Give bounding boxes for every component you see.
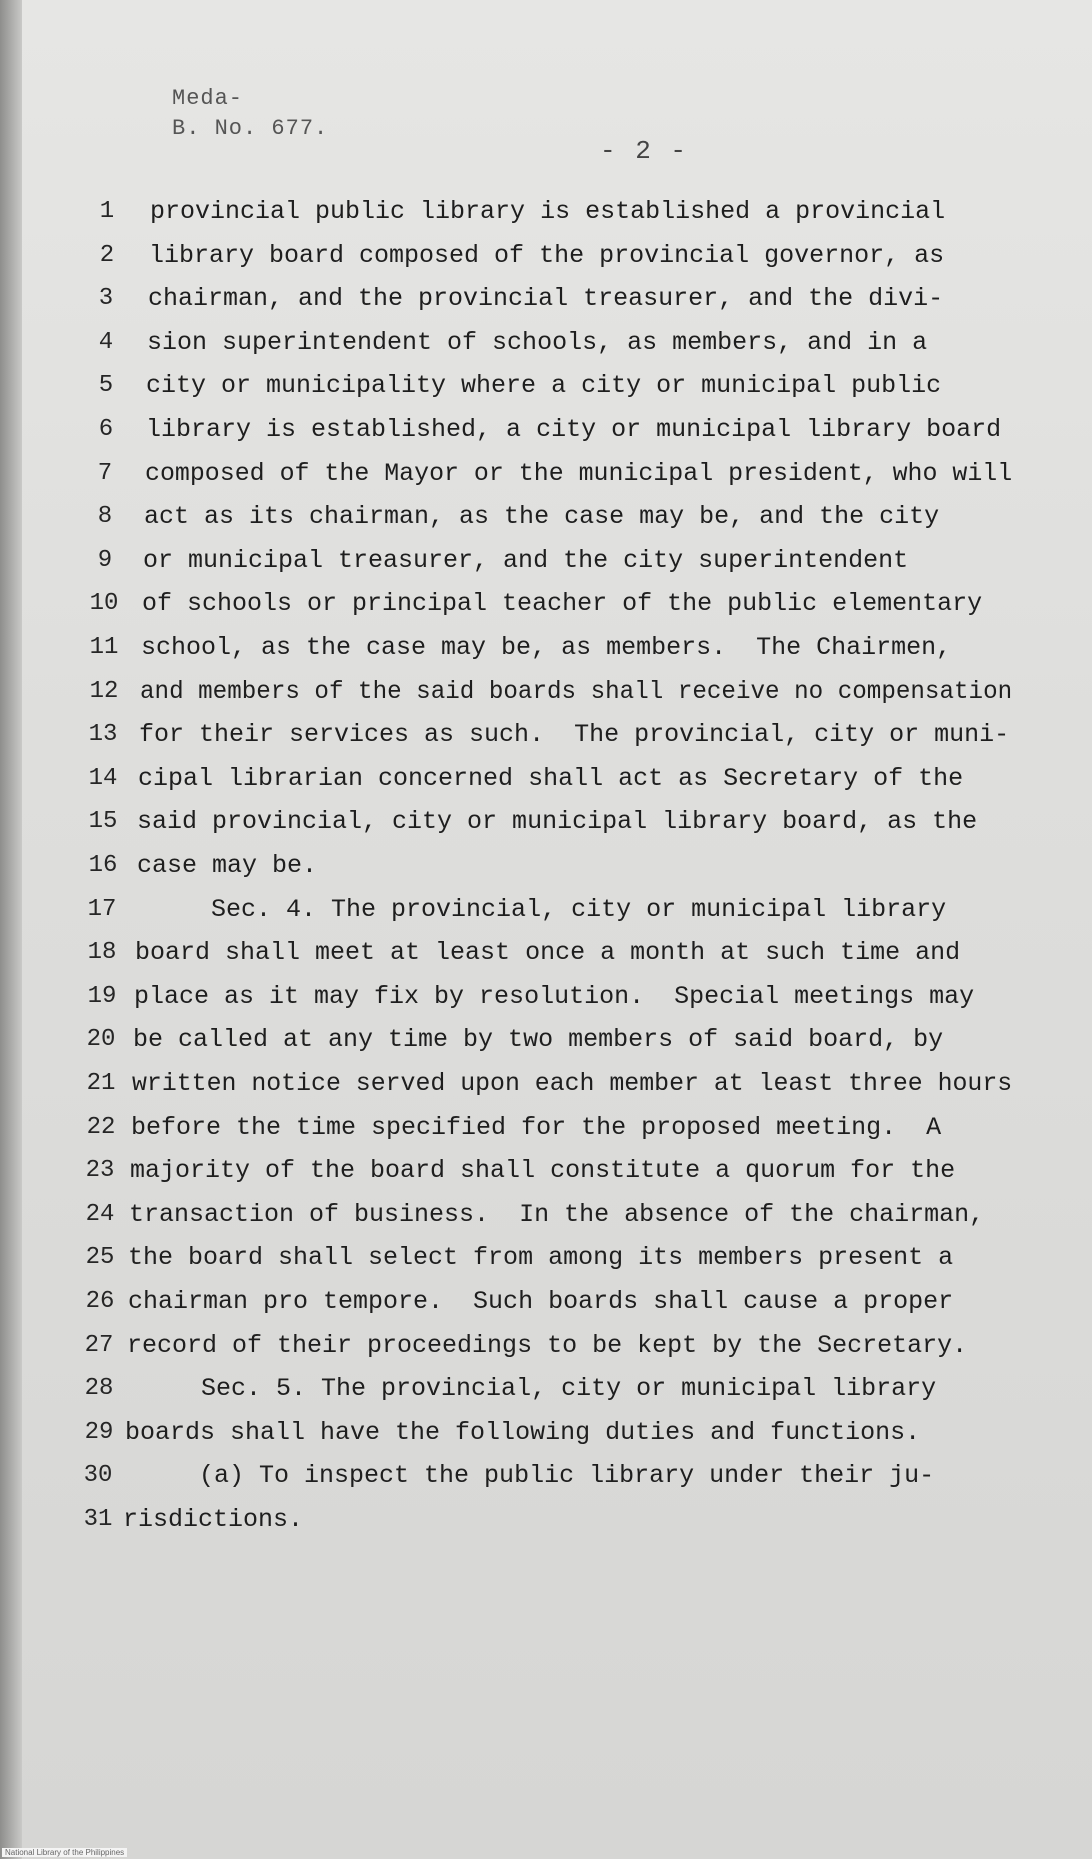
document-line bbox=[0, 759, 1092, 799]
document-line bbox=[0, 1500, 1092, 1540]
line-text: of schools or principal teacher of the public elementary bbox=[142, 589, 983, 619]
document-line bbox=[0, 1369, 1092, 1409]
line-number: 11 bbox=[89, 634, 119, 661]
document-line bbox=[0, 541, 1092, 581]
document-line bbox=[0, 584, 1092, 624]
document-line bbox=[0, 366, 1092, 406]
line-number: 7 bbox=[97, 459, 113, 487]
line-text: sion superintendent of schools, as members, and in a bbox=[147, 327, 928, 357]
line-number: 12 bbox=[89, 677, 119, 705]
line-number: 29 bbox=[84, 1418, 114, 1446]
header-bill-number: B. No. 677. bbox=[172, 116, 329, 141]
line-text: library is established, a city or municipal library board bbox=[146, 415, 1002, 444]
line-number: 15 bbox=[88, 808, 118, 836]
line-number: 28 bbox=[84, 1375, 114, 1403]
document-line bbox=[0, 1282, 1092, 1322]
document-line bbox=[0, 1238, 1092, 1278]
line-text: (a) To inspect the public library under their ju- bbox=[124, 1461, 935, 1491]
line-text: case may be. bbox=[137, 851, 318, 880]
line-number: 31 bbox=[83, 1506, 113, 1533]
line-number: 5 bbox=[98, 372, 114, 400]
document-line bbox=[0, 1108, 1092, 1148]
line-number: 8 bbox=[97, 503, 113, 531]
document-line bbox=[0, 933, 1092, 973]
line-text: transaction of business. In the absence of the chairman, bbox=[129, 1199, 985, 1229]
line-number: 26 bbox=[85, 1288, 115, 1315]
line-text: chairman, and the provincial treasurer, and the divi- bbox=[148, 284, 944, 314]
document-line bbox=[0, 1020, 1092, 1060]
line-text: act as its chairman, as the case may be, and the city bbox=[144, 502, 940, 532]
document-line bbox=[0, 410, 1092, 450]
document-line bbox=[0, 1413, 1092, 1453]
line-number: 6 bbox=[98, 416, 114, 443]
document-line bbox=[0, 715, 1092, 755]
line-number: 21 bbox=[86, 1070, 116, 1097]
line-text: boards shall have the following duties and functions. bbox=[125, 1417, 921, 1447]
line-text: Sec. 4. The provincial, city or municipal library bbox=[136, 894, 947, 924]
line-text: said provincial, city or municipal library board, as the bbox=[137, 807, 978, 837]
line-text: majority of the board shall constitute a quorum for the bbox=[130, 1156, 956, 1186]
line-number: 14 bbox=[88, 764, 118, 792]
line-number: 30 bbox=[83, 1462, 113, 1490]
line-number: 9 bbox=[97, 546, 113, 574]
line-text: cipal librarian concerned shall act as Secretary of the bbox=[138, 763, 964, 793]
line-number: 23 bbox=[85, 1157, 115, 1185]
archive-footer: National Library of the Philippines bbox=[2, 1848, 127, 1857]
document-line bbox=[0, 802, 1092, 842]
document-line bbox=[0, 192, 1092, 232]
line-number: 17 bbox=[87, 895, 117, 923]
document-line bbox=[0, 890, 1092, 930]
line-number: 1 bbox=[99, 198, 115, 225]
line-number: 16 bbox=[88, 852, 118, 879]
bill-header bbox=[172, 84, 328, 144]
line-text: for their services as such. The provincial, city or muni- bbox=[139, 720, 1010, 750]
line-text: city or municipality where a city or municipal public bbox=[146, 371, 942, 401]
line-text: composed of the Mayor or the municipal president, who will bbox=[145, 458, 1013, 488]
document-line bbox=[0, 1326, 1092, 1366]
line-text: be called at any time by two members of said board, by bbox=[133, 1025, 944, 1055]
line-number: 20 bbox=[86, 1026, 116, 1054]
line-text: and members of the said boards shall receive no compensation bbox=[140, 676, 1013, 706]
line-text: written notice served upon each member at least three hours bbox=[132, 1069, 1013, 1098]
line-text: chairman pro tempore. Such boards shall cause a proper bbox=[128, 1287, 954, 1316]
document-line bbox=[0, 1456, 1092, 1496]
line-text: library board composed of the provincial governor, as bbox=[149, 240, 945, 270]
document-line bbox=[0, 1195, 1092, 1235]
line-number: 19 bbox=[87, 982, 117, 1010]
document-line bbox=[0, 454, 1092, 494]
line-number: 22 bbox=[86, 1113, 116, 1141]
line-number: 3 bbox=[98, 285, 114, 313]
line-number: 4 bbox=[98, 328, 114, 356]
header-line-1: Meda- bbox=[172, 86, 244, 111]
line-text: Sec. 5. The provincial, city or municipal library bbox=[126, 1374, 937, 1404]
line-text: risdictions. bbox=[123, 1505, 304, 1534]
line-number: 24 bbox=[85, 1200, 115, 1228]
document-line bbox=[0, 672, 1092, 712]
line-number: 2 bbox=[99, 241, 115, 269]
line-text: or municipal treasurer, and the city superintendent bbox=[143, 545, 909, 575]
line-text: place as it may fix by resolution. Special meetings may bbox=[134, 981, 975, 1011]
document-line bbox=[0, 279, 1092, 319]
line-number: 10 bbox=[89, 590, 119, 618]
line-text: school, as the case may be, as members. The Chairmen, bbox=[141, 633, 952, 662]
line-number: 25 bbox=[85, 1244, 115, 1272]
document-line bbox=[0, 1064, 1092, 1104]
document-line bbox=[0, 846, 1092, 886]
line-text: before the time specified for the proposed meeting. A bbox=[131, 1112, 942, 1142]
document-line bbox=[0, 1151, 1092, 1191]
document-line bbox=[0, 236, 1092, 276]
document-line bbox=[0, 977, 1092, 1017]
line-text: record of their proceedings to be kept by the Secretary. bbox=[127, 1330, 968, 1360]
line-number: 13 bbox=[88, 721, 118, 749]
page-number: - 2 - bbox=[600, 136, 689, 166]
document-line bbox=[0, 323, 1092, 363]
line-text: provincial public library is established a provincial bbox=[150, 197, 946, 226]
line-number: 18 bbox=[87, 939, 117, 967]
line-number: 27 bbox=[84, 1331, 114, 1359]
document-line bbox=[0, 497, 1092, 537]
document-line bbox=[0, 628, 1092, 668]
line-text: board shall meet at least once a month at such time and bbox=[135, 938, 961, 968]
line-text: the board shall select from among its members present a bbox=[128, 1243, 954, 1273]
